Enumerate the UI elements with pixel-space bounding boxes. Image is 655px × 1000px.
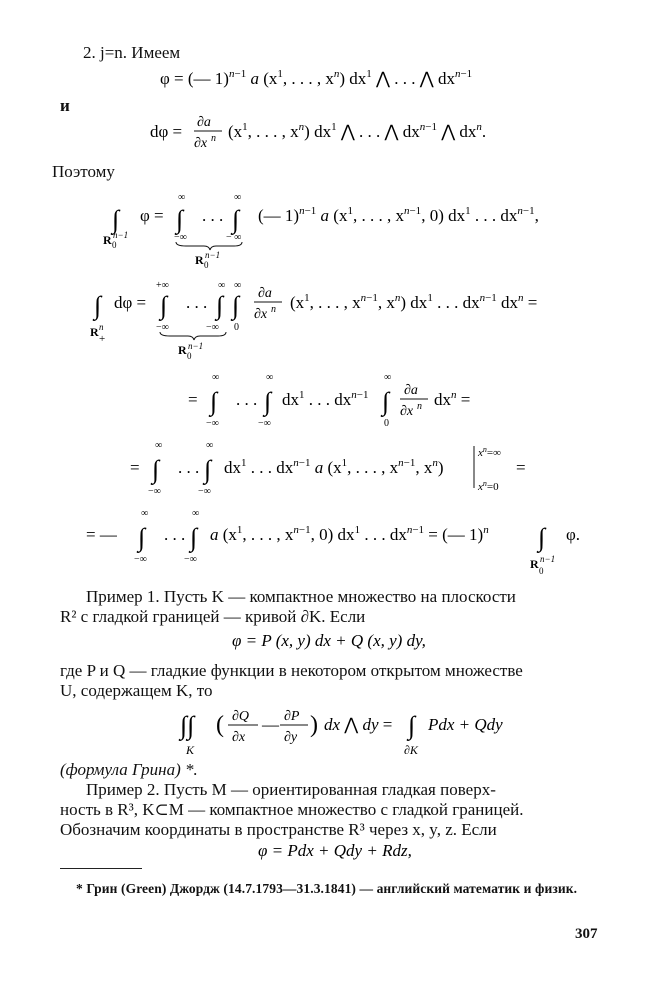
svg-text:R: R [530, 557, 539, 571]
svg-text:R: R [103, 233, 112, 247]
svg-text:∫: ∫ [176, 205, 184, 234]
svg-text:φ.: φ. [566, 525, 581, 544]
svg-text:dx1 . . . dxn−1: $dx^1$ . . . $dx^n-1$ [282, 389, 369, 409]
svg-text:∫: ∫ [94, 291, 102, 320]
svg-text:∫: ∫ [210, 387, 218, 416]
formula-phi-pqr [0, 836, 655, 866]
svg-text:n: n [417, 401, 422, 412]
svg-text:∫: ∫ [160, 291, 168, 320]
example2-line-b: ность в R³, K⊂M — компактное множество с гладкой границей. [60, 800, 524, 819]
svg-text:∂a: ∂a [258, 286, 272, 301]
svg-text:∂P: ∂P [284, 709, 300, 724]
svg-text:−∞: −∞ [156, 322, 169, 333]
svg-text:∞: ∞ [234, 192, 242, 203]
svg-text:∞: ∞ [178, 192, 186, 203]
therefore-word: Поэтому [52, 162, 115, 181]
svg-text:∂Q: ∂Q [232, 709, 250, 724]
svg-text:∂K: ∂K [404, 743, 418, 757]
green-note: (формула Грина) *. [60, 760, 198, 779]
svg-text:∞: ∞ [212, 372, 220, 383]
and-word: и [60, 96, 70, 115]
case-label: 2. j=n. Имеем [83, 43, 181, 62]
formula-int-dphi-4 [0, 506, 655, 580]
svg-text:∂a: ∂a [197, 115, 211, 130]
svg-text:n−1: n−1 [205, 250, 221, 260]
svg-text:∫: ∫ [382, 387, 390, 416]
svg-text:∂a: ∂a [404, 383, 418, 398]
svg-text:(: ( [216, 712, 224, 738]
formula-green [0, 700, 655, 762]
svg-text:−∞: −∞ [134, 554, 147, 565]
svg-text:−∞: −∞ [184, 554, 197, 565]
svg-text:R: R [90, 325, 99, 339]
svg-text:n: n [99, 322, 104, 332]
svg-text:n: n [271, 304, 276, 315]
svg-text:∫: ∫ [408, 711, 416, 740]
svg-text:0: 0 [384, 418, 389, 429]
svg-text:n−1: n−1 [113, 230, 129, 240]
svg-text:Pdx + Qdy: Pdx + Qdy [428, 715, 503, 734]
formula-phi-def [0, 62, 655, 96]
svg-text:xn=∞: $x^n=\infty$ [478, 445, 501, 459]
svg-text:∫: ∫ [138, 523, 146, 552]
svg-text:∂x: ∂x [400, 404, 414, 419]
formula-int-dphi-3 [0, 438, 655, 500]
svg-text:− ∞: − ∞ [226, 232, 242, 243]
svg-text:n: n [211, 133, 216, 144]
svg-text:0: 0 [539, 566, 544, 576]
svg-text:−∞: −∞ [198, 486, 211, 497]
svg-text:dφ =: dφ = [114, 293, 147, 312]
svg-text:K: K [186, 743, 195, 757]
formula-dphi [0, 108, 655, 152]
formula-int-phi [0, 188, 655, 268]
svg-text:dx1 . . . dxn−1 a (x1, . . . ,: $dx^1$ . . . $dx^n-1$ a ($x^1$, . . . , $x^n-1$, $x^n$) [224, 457, 444, 477]
svg-text:a (x1, . . . , xn−1, 0) dx1 .: a ($x^1$, . . . , $x^n-1$, 0) $dx^1$ . . . $dx^n-1$ = (— 1)$^n$ [210, 524, 489, 544]
svg-text:∂x: ∂x [232, 730, 246, 745]
svg-text:∞: ∞ [155, 440, 163, 451]
example1-line-d: U, содержащем K, то [60, 681, 213, 700]
svg-text:n−1: n−1 [188, 341, 204, 351]
svg-text:−∞: −∞ [206, 322, 219, 333]
example1-line-a: Пример 1. Пусть K — компактное множество на плоскости [86, 587, 516, 606]
formula-phi-pq [0, 626, 655, 656]
svg-text:−∞: −∞ [148, 486, 161, 497]
svg-text:. . .: . . . [236, 390, 258, 409]
svg-text:. . .: . . . [202, 206, 224, 225]
svg-text:∫: ∫ [152, 455, 160, 484]
svg-text:=: = [130, 458, 140, 477]
svg-text:∫: ∫ [190, 523, 198, 552]
example1-line-b: R² с гладкой границей — кривой ∂K. Если [60, 607, 366, 626]
svg-text:0: 0 [204, 260, 209, 268]
svg-text:∫: ∫ [112, 205, 120, 234]
svg-text:∂y: ∂y [284, 730, 298, 745]
svg-text:∂x: ∂x [254, 307, 268, 322]
svg-text:. . .: . . . [186, 293, 208, 312]
svg-text:∞: ∞ [384, 372, 392, 383]
svg-text:R: R [195, 253, 204, 267]
svg-text:∞: ∞ [266, 372, 274, 383]
example2-line-a: Пример 2. Пусть M — ориентированная гладкая поверх- [86, 780, 496, 799]
svg-text:φ = (— 1)n−1 a (x1, . . . , xn: φ = (— 1)$^n$−1 a ($x^1$, . . . , $x^n$) $dx^1$ ⋀ . . . ⋀ $dx^n-1$ [160, 68, 473, 88]
svg-text:+∞: +∞ [156, 280, 169, 291]
svg-text:dxn =: $dx^n$ = [434, 389, 471, 409]
svg-text:φ =: φ = [140, 206, 164, 225]
svg-text:(x1, . . . , xn) dx1 ⋀ . . . ⋀: ($x^1$, . . . , $x^n$) $dx^1$ ⋀ . . . ⋀ $dx^n-1$ ⋀ $dx^n$. [228, 121, 487, 141]
svg-text:∞: ∞ [141, 508, 149, 519]
svg-text:∫: ∫ [232, 205, 240, 234]
svg-text:∞: ∞ [218, 280, 226, 291]
svg-text:(x1, . . . , xn−1, xn) dx1 .: ($x^1$, . . . , $x^n-1$, $x^n$) $dx^1$ . . . $dx^n-1$ $dx^n$ = [290, 292, 538, 312]
svg-text:0: 0 [112, 240, 117, 250]
svg-text:∂x: ∂x [194, 136, 208, 151]
svg-text:+: + [99, 333, 106, 345]
svg-text:= —: = — [86, 525, 117, 544]
svg-text:. . .: . . . [164, 525, 186, 544]
svg-text:—: — [262, 715, 279, 734]
svg-text:−∞: −∞ [206, 418, 219, 429]
svg-text:dx ⋀ dy =: dx ⋀ dy = [324, 715, 393, 734]
svg-text:∫: ∫ [232, 291, 240, 320]
svg-text:φ = P (x, y) dx + Q (x, y) d: φ = P (x, y) dx + Q (x, y) dy, [232, 631, 426, 650]
svg-text:=: = [188, 390, 198, 409]
svg-text:): ) [310, 712, 318, 738]
svg-text:xn=0: $x^n=0$ [478, 479, 499, 493]
svg-text:∫∫: ∫∫ [180, 711, 195, 740]
footnote: * Грин (Green) Джордж (14.7.1793—31.3.1841) — английский математик и физик. [76, 881, 578, 896]
svg-text:n−1: n−1 [540, 554, 556, 564]
svg-text:0: 0 [234, 322, 239, 333]
svg-text:. . .: . . . [178, 458, 200, 477]
formula-int-dphi-2 [0, 370, 655, 432]
svg-text:φ = Pdx + Qdy + Rdz,: φ = Pdx + Qdy + Rdz, [258, 841, 412, 860]
svg-text:0: 0 [187, 351, 192, 361]
example2-line-c: Обозначим координаты в пространстве R³ через x, y, z. Если [60, 820, 497, 839]
example1-line-c: где P и Q — гладкие функции в некотором открытом множестве [60, 661, 523, 680]
page-number: 307 [575, 926, 598, 942]
svg-text:R: R [178, 343, 187, 357]
svg-text:(— 1)n−1 a (x1, . . . , xn−1,: (— 1)$^n$−1 a ($x^1$, . . . , $x^n-1$, 0) $dx^1$ . . . $dx^n-1$, [258, 205, 539, 225]
svg-text:−∞: −∞ [174, 232, 187, 243]
svg-text:−∞: −∞ [258, 418, 271, 429]
svg-text:∞: ∞ [206, 440, 214, 451]
svg-text:=: = [516, 458, 526, 477]
svg-text:dφ =: dφ = [150, 122, 183, 141]
footnote-rule [60, 868, 142, 869]
svg-text:∞: ∞ [234, 280, 242, 291]
svg-text:∞: ∞ [192, 508, 200, 519]
svg-text:∫: ∫ [204, 455, 212, 484]
svg-text:∫: ∫ [216, 291, 224, 320]
svg-text:∫: ∫ [264, 387, 272, 416]
svg-text:∫: ∫ [538, 523, 546, 552]
formula-int-dphi-1 [0, 276, 655, 366]
